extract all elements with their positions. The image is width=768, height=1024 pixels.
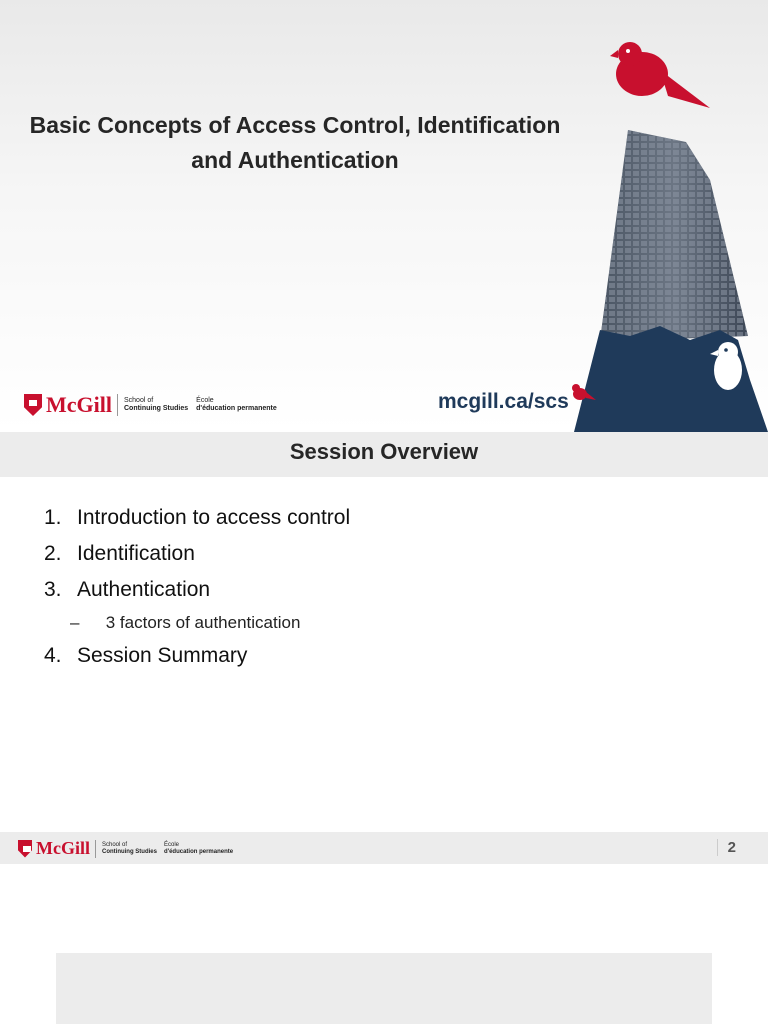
list-item: 4. Session Summary	[44, 644, 248, 667]
website-url: mcgill.ca/scs	[438, 390, 569, 413]
overview-list	[44, 500, 350, 674]
school-name-fr: École d'éducation permanente	[196, 396, 277, 412]
mcgill-logo	[24, 392, 277, 418]
mcgill-crest-icon	[18, 840, 32, 858]
mcgill-logo	[18, 838, 233, 859]
mcgill-crest-icon	[24, 394, 42, 416]
red-bird-icon	[610, 42, 710, 108]
slide-heading: Session Overview	[289, 439, 479, 464]
building-illustration	[560, 30, 768, 432]
logo-divider	[95, 840, 96, 858]
logo-divider	[117, 394, 118, 416]
next-slide-placeholder	[56, 953, 712, 1024]
school-name-fr: École d'éducation permanente	[163, 841, 234, 855]
mcgill-wordmark: McGill	[46, 392, 112, 417]
overview-slide	[0, 432, 768, 864]
list-item: 2. Identification	[44, 542, 195, 565]
mcgill-wordmark: McGill	[36, 838, 90, 858]
list-subitem: – 3 factors of authentication	[70, 613, 301, 632]
school-name-en: School of Continuing Studies	[123, 396, 189, 412]
list-item: 1. Introduction to access control	[44, 506, 351, 529]
tower-windows	[600, 130, 748, 340]
title-slide	[0, 0, 768, 432]
school-name-en: School of Continuing Studies	[101, 841, 157, 855]
list-item: 3. Authentication	[44, 578, 211, 601]
slide-title: Basic Concepts of Access Control, Identification and Authentication	[29, 112, 561, 173]
page-number: 2	[717, 839, 736, 856]
